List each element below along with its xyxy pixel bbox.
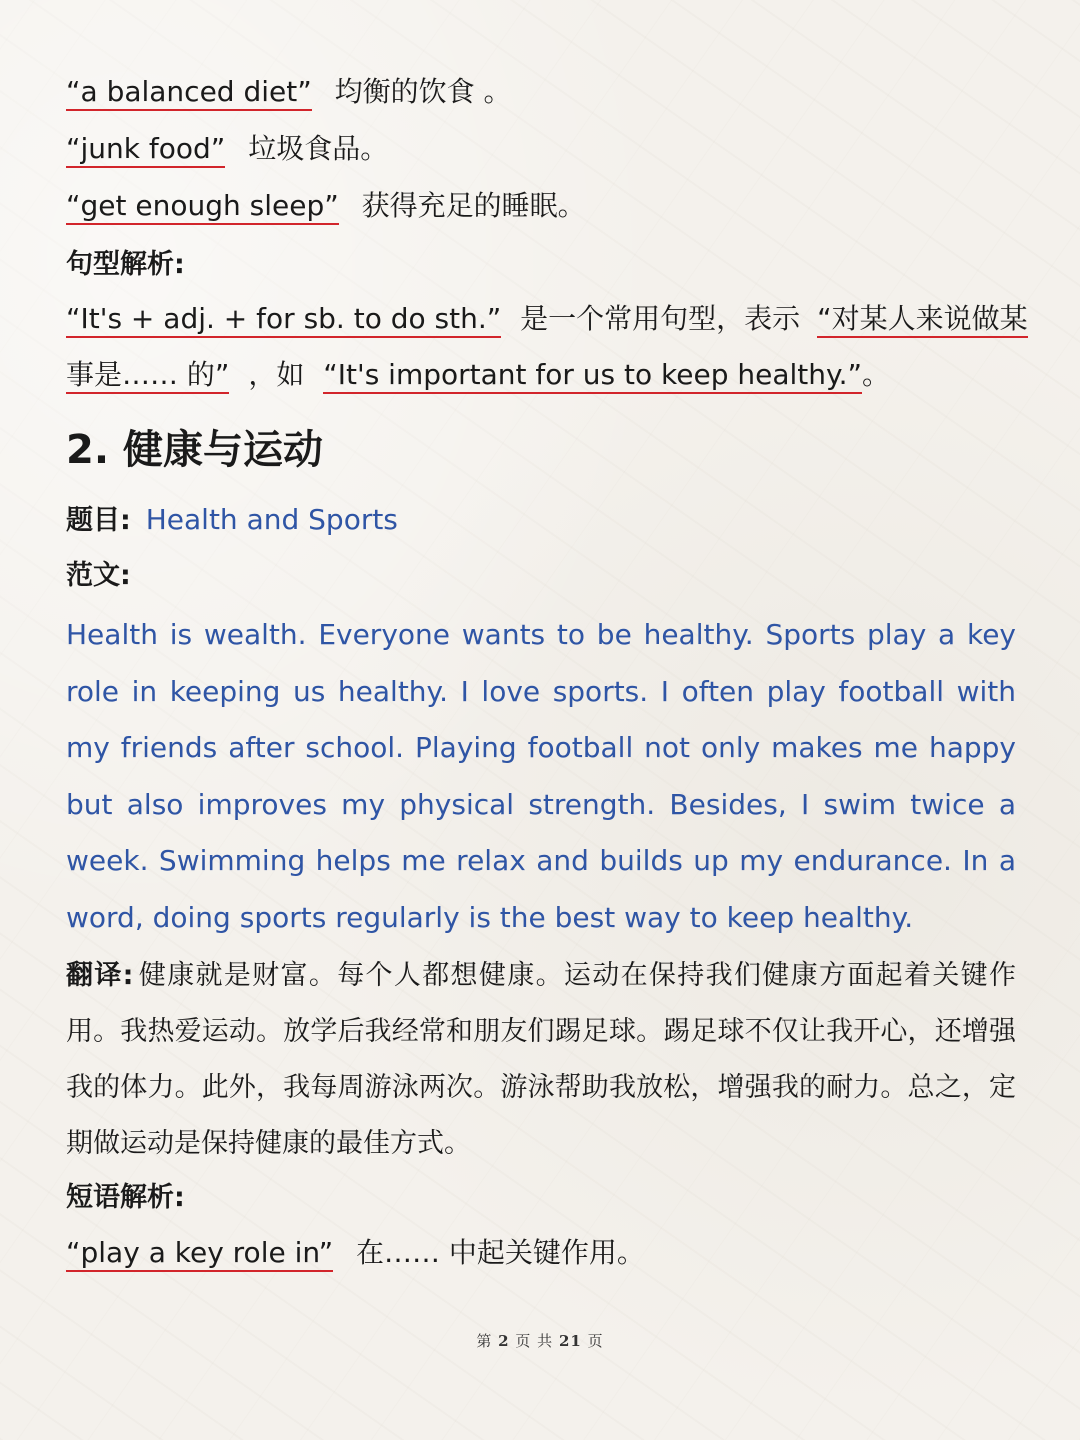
page-footer [0, 1330, 1080, 1351]
phrase-en: “get enough sleep” [66, 189, 339, 225]
phrase-cn: 垃圾食品。 [248, 132, 389, 165]
sentence-example-row [66, 355, 1016, 395]
sentence-sep: ，如 [248, 358, 305, 391]
translation-block [66, 948, 1016, 1172]
phrase-analysis-cn: 在…… 中起关键作用。 [356, 1236, 645, 1269]
phrase-analysis-label: 短语解析: [66, 1182, 185, 1213]
phrase-analysis-row [66, 1233, 1016, 1273]
phrase-cn: 获得充足的睡眠。 [361, 189, 586, 222]
sentence-end: 。 [862, 358, 891, 391]
sentence-analysis-label: 句型解析: [66, 249, 185, 280]
sentence-example: “It's important for us to keep healthy.” [323, 358, 862, 394]
phrase-en: “a balanced diet” [66, 75, 312, 111]
phrase-row [66, 129, 1016, 169]
sentence-pattern: “It's + adj. + for sb. to do sth.” [66, 302, 501, 338]
footer-total-pages: 21 [558, 1332, 582, 1350]
sentence-meaning-b: 事是…… 的” [66, 358, 229, 394]
translation-label: 翻译: [66, 960, 134, 991]
sentence-meaning-a: “对某人来说做某 [817, 302, 1028, 338]
footer-post: 页 [587, 1332, 604, 1350]
section-heading: 2. 健康与运动 [66, 427, 323, 473]
topic-title: Health and Sports [145, 503, 398, 536]
translation-text: 健康就是财富。每个人都想健康。运动在保持我们健康方面起着关键作用。我热爱运动。放学后我经常和朋友们踢足球。踢足球不仅让我开心，还增强我的体力。此外，我每周游泳两次。游泳帮助我放松，增强我的耐力。总之，定期做运动是保持健康的最佳方式。 [66, 960, 1016, 1159]
sentence-pattern-row [66, 299, 1028, 339]
essay-label: 范文: [66, 560, 131, 591]
phrase-cn: 均衡的饮食 。 [334, 75, 512, 108]
phrase-analysis-en: “play a key role in” [66, 1236, 333, 1272]
footer-page-number: 2 [498, 1332, 510, 1350]
sentence-desc: 是一个常用句型，表示 [520, 302, 801, 335]
topic-label: 题目: [66, 505, 131, 536]
footer-pre: 第 [476, 1332, 493, 1350]
phrase-row [66, 186, 1016, 226]
essay-text: Health is wealth. Everyone wants to be healthy. Sports play a key role in keeping us healthy. I love sports. I often play football with my friends after school. Playing football not only makes me happy but also improves my physical strength. Besides, I swim twice a week. Swimming helps me relax and builds up my endurance. In a word, doing sports regularly is the best way to keep healthy. [66, 618, 1016, 934]
footer-mid: 页 共 [515, 1332, 554, 1350]
phrase-row [66, 72, 1016, 112]
topic-row [66, 500, 1016, 541]
phrase-en: “junk food” [66, 132, 225, 168]
